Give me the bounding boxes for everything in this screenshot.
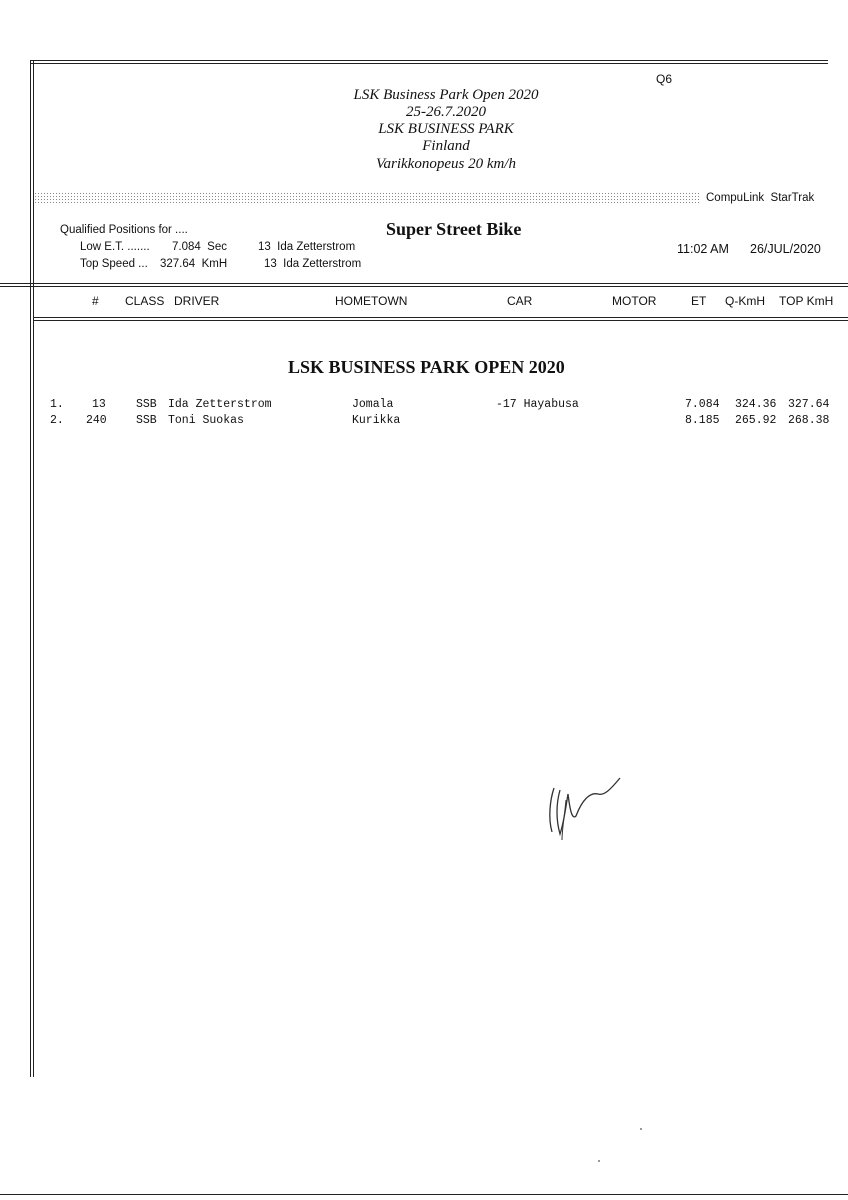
header-rule-top [0,283,848,284]
column-header-car: CAR [507,294,533,308]
row-et: 7.084 [685,398,720,411]
row-et: 8.185 [685,414,720,427]
low-et-label: Low E.T. ....... [80,241,150,253]
left-border [30,60,31,1077]
row-driver: Toni Suokas [168,414,244,427]
column-header-motor: MOTOR [612,294,657,308]
speck [598,1160,600,1162]
column-header-et: ET [691,294,707,308]
column-header-qkmh: Q-KmH [725,294,765,308]
top-speed-driver: 13 Ida Zetterstrom [264,258,362,270]
column-header-hometown: HOMETOWN [335,294,408,308]
event-dates: 25-26.7.2020 [406,104,486,120]
left-border-inner [33,60,34,1077]
top-border-inner [30,63,828,64]
dotted-band [34,192,699,203]
event-title: LSK Business Park Open 2020 [353,87,539,103]
column-header-driver: DRIVER [174,294,220,308]
qualified-heading: Qualified Positions for .... [60,224,188,236]
row-top-kmh: 327.64 [788,398,830,411]
event-pit-speed: Varikkonopeus 20 km/h [376,156,516,172]
row-position: 1. [50,398,64,411]
table-row [0,398,848,413]
table-row [0,414,848,429]
row-qkmh: 324.36 [735,398,777,411]
brand-label: CompuLink StarTrak [706,192,815,204]
low-et-value: 7.084 Sec [172,241,227,253]
top-speed-label: Top Speed ... [80,258,148,270]
row-car: -17 Hayabusa [496,398,579,411]
low-et-driver: 13 Ida Zetterstrom [258,241,356,253]
section-title: LSK BUSINESS PARK OPEN 2020 [288,357,565,377]
header-rule-bottom2 [34,320,848,321]
event-venue: LSK BUSINESS PARK [378,121,514,137]
row-top-kmh: 268.38 [788,414,830,427]
top-border [30,60,828,61]
bottom-border [0,1194,848,1195]
row-qkmh: 265.92 [735,414,777,427]
row-position: 2. [50,414,64,427]
header-rule-bottom [34,317,848,318]
column-header-number: # [92,294,99,308]
report-time: 11:02 AM [677,242,729,256]
row-class: SSB [136,414,157,427]
column-header-class: CLASS [125,294,165,308]
signature [540,770,630,850]
column-header-top-kmh: TOP KmH [779,294,834,308]
top-speed-value: 327.64 KmH [160,258,228,270]
row-number: 240 [86,414,107,427]
report-date: 26/JUL/2020 [750,242,821,256]
event-code: Q6 [656,72,673,86]
row-class: SSB [136,398,157,411]
header-rule-top2 [0,286,848,287]
event-country: Finland [422,138,470,154]
speck [640,1128,642,1130]
row-hometown: Kurikka [352,414,401,427]
row-driver: Ida Zetterstrom [168,398,272,411]
row-hometown: Jomala [352,398,394,411]
class-title: Super Street Bike [386,219,522,239]
row-number: 13 [92,398,106,411]
